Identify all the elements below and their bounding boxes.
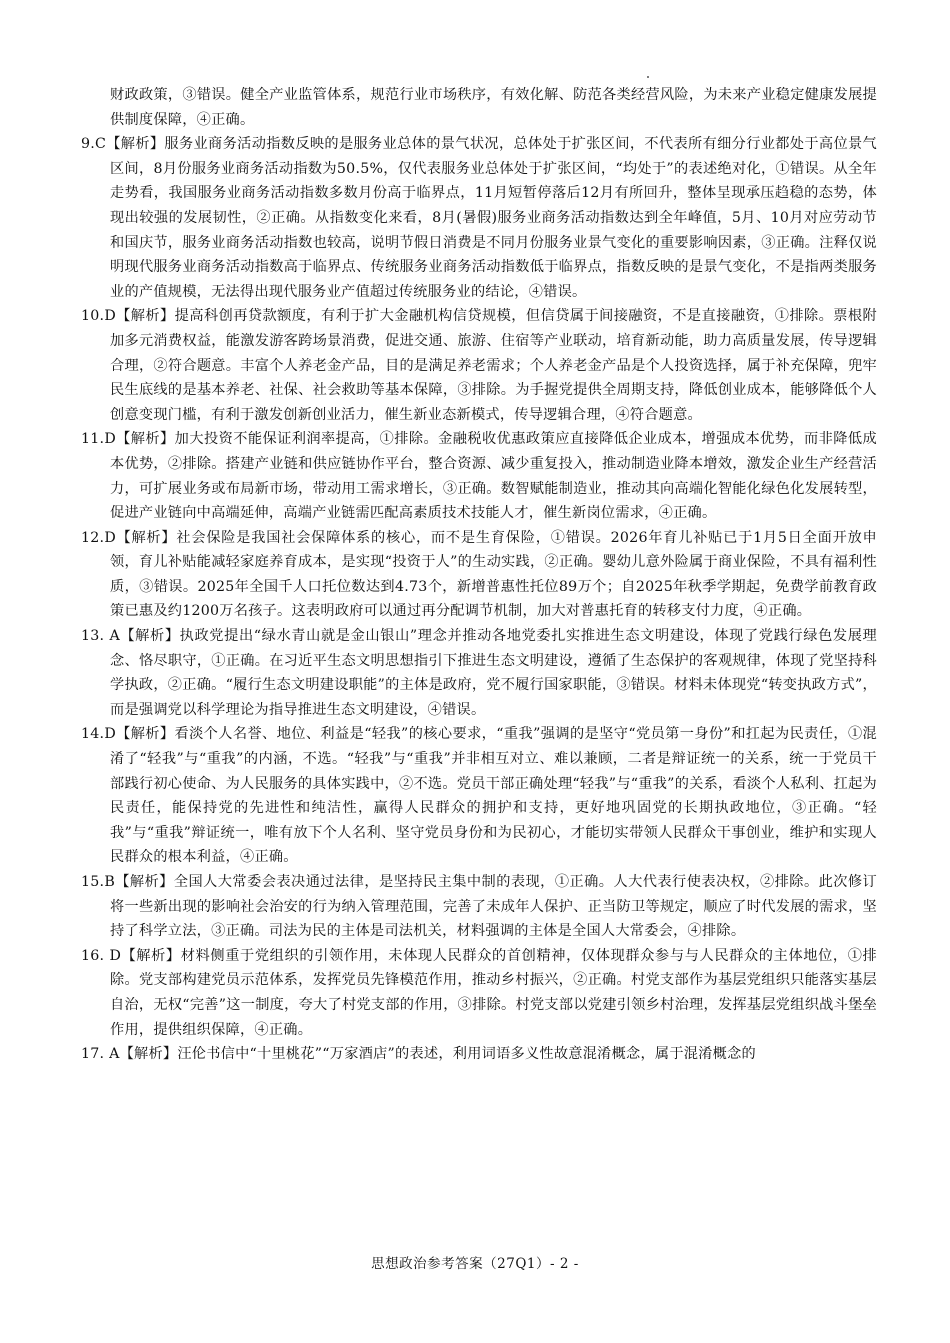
- answer-item-9: 9.C【解析】服务业商务活动指数反映的是服务业总体的景气状况，总体处于扩张区间，不代表所有细分行业都处于高位景气区间，8月份服务业商务活动指数为50.5%，仅代表服务业总体处于扩张区间，“均处于”的表述绝对化，①错误。从全年走势看，我国服务业商务活动指数多数月份高于临界点，11月短暂停落后12月有所回升，整体呈现承压趋稳的态势，体现出较强的发展韧性，②正确。从指数变化来看，8月(暑假)服务业商务活动指数达到全年峰值，5月、10月对应劳动节和国庆节，服务业商务活动指数也较高，说明节假日消费是不同月份服务业景气变化的重要影响因素，③正确。注释仅说明现代服务业商务活动指数高于临界点、传统服务业商务活动指数低于临界点，指数反映的是景气变化，不是指两类服务业的产值规模，无法得出现代服务业产值超过传统服务业的结论，④错误。: [81, 136, 877, 300]
- answer-item-15: 15.B【解析】全国人大常委会表决通过法律，是坚持民主集中制的表现，①正确。人大代表行使表决权，②排除。此次修订将一些新出现的影响社会治安的行为纳入管理范围，完善了未成年人保护、正当防卫等规定，顺应了时代发展的需求，坚持了科学立法，③正确。司法为民的主体是司法机关，材料强调的主体是全国人大常委会，④排除。: [81, 874, 877, 940]
- answer-item-11: 11.D【解析】加大投资不能保证利润率提高，①排除。金融税收优惠政策应直接降低企业成本，增强成本优势，而非降低成本优势，②排除。搭建产业链和供应链协作平台，整合资源、减少重复投入，推动制造业降本增效，激发企业生产经营活力，可扩展业务或布局新市场，带动用工需求增长，③正确。数智赋能制造业，推动其向高端化智能化绿色化发展转型，促进产业链向中高端延伸，高端产业链需匹配高素质技术技能人才，催生新岗位需求，④正确。: [81, 431, 877, 522]
- answer-paragraph-continued: 财政政策，③错误。健全产业监管体系，规范行业市场秩序，有效化解、防范各类经营风险，为未来产业稳定健康发展提供制度保障，④正确。: [110, 87, 877, 128]
- answer-item-10: 10.D【解析】提高科创再贷款额度，有利于扩大金融机构信贷规模，但信贷属于间接融资，不是直接融资，①排除。票根附加多元消费权益，能激发游客跨场景消费，促进交通、旅游、住宿等产业联动，培育新动能，助力高质量发展，传导逻辑合理，②符合题意。丰富个人养老金产品，目的是满足养老需求；个人养老金产品是个人投资选择，属于补充保障，兜牢民生底线的是基本养老、社保、社会救助等基本保障，③排除。为手握党提供全周期支持，降低创业成本，能够降低个人创意变现门槛，有利于激发创新创业活力，催生新业态新模式，传导逻辑合理，④符合题意。: [81, 308, 877, 423]
- answer-item-14: 14.D【解析】看淡个人名誉、地位、利益是“轻我”的核心要求，“重我”强调的是坚守“党员第一身份”和扛起为民责任，①混淆了“轻我”与“重我”的内涵，不选。“轻我”与“重我”并非相互对立、难以兼顾，二者是辩证统一的关系，统一于党员干部践行初心使命、为人民服务的具体实践中，②不选。党员干部正确处理“轻我”与“重我”的关系，看淡个人私利、扛起为民责任，能保持党的先进性和纯洁性，赢得人民群众的拥护和支持，更好地巩固党的长期执政地位，③正确。“轻我”与“重我”辩证统一，唯有放下个人名利、坚守党员身份和为民初心，才能切实带领人民群众干事创业，维护和实现人民群众的根本利益，④正确。: [81, 726, 877, 866]
- answer-item-13: 13. A【解析】执政党提出“绿水青山就是金山银山”理念并推动各地党委扎实推进生态文明建设，体现了党践行绿色发展理念、恪尽职守，①正确。在习近平生态文明思想指引下推进生态文明建设，遵循了生态保护的客观规律，体现了党坚持科学执政，②正确。“履行生态文明建设职能”的主体是政府，党不履行国家职能，③错误。材料未体现党“转变执政方式”，而是强调党以科学理论为指导推进生态文明建设，④错误。: [81, 628, 877, 718]
- answer-item-17: 17. A【解析】汪伦书信中“十里桃花”“万家酒店”的表述，利用词语多义性故意混淆概念，属于混淆概念的: [81, 1046, 756, 1063]
- page-footer: 思想政治参考答案（27Q1）- 2 -: [371, 1256, 579, 1272]
- answer-explanations: [81, 83, 877, 1067]
- answer-item-12: 12.D【解析】社会保险是我国社会保障体系的核心，而不是生育保险，①错误。2026年育儿补贴已于1月5日全面开放申领，育儿补贴能减轻家庭养育成本，是实现“投资于人”的生动实践，②正确。婴幼儿意外险属于商业保险，不具有福利性质，③错误。2025年全国千人口托位数达到4.73个，新增普惠性托位89万个；自2025年秋季学期起，免费学前教育政策已惠及约1200万名孩子。这表明政府可以通过再分配调节机制，加大对普惠托育的转移支付力度，④正确。: [81, 529, 877, 620]
- answer-item-16: 16. D【解析】材料侧重于党组织的引领作用，未体现人民群众的首创精神，仅体现群众参与与人民群众的主体地位，①排除。党支部构建党员示范体系，发挥党员先锋模范作用，推动乡村振兴，②正确。村党支部作为基层党组织只能落实基层自治，无权“完善”这一制度，夸大了村党支部的作用，③排除。村党支部以党建引领乡村治理，发挥基层党组织战斗堡垒作用，提供组织保障，④正确。: [81, 947, 877, 1038]
- scan-dot: [647, 76, 649, 78]
